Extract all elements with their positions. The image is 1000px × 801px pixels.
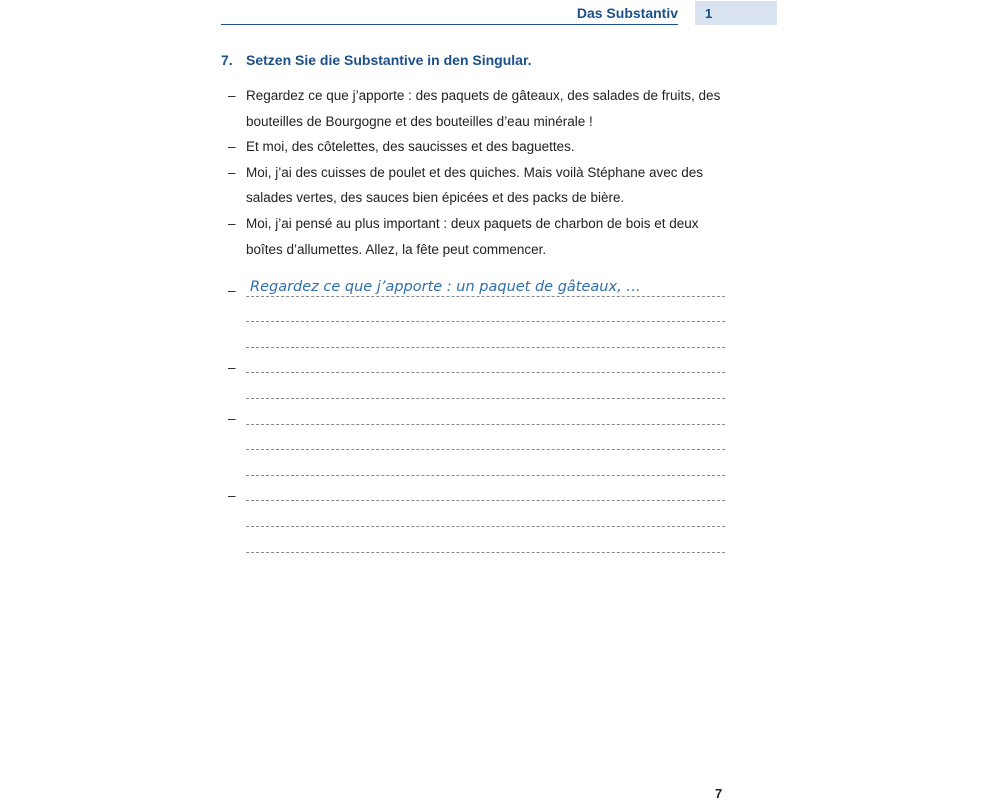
answer-rule bbox=[246, 526, 725, 527]
dialogue-line: boîtes d’allumettes. Allez, la fête peut commencer. bbox=[246, 241, 547, 257]
answer-line[interactable] bbox=[228, 381, 725, 407]
handwritten-example: Regardez ce que j’apporte : un paquet de gâteaux, … bbox=[250, 279, 641, 295]
answer-dash: – bbox=[228, 410, 236, 426]
exercise-number: 7. bbox=[221, 52, 233, 68]
dialogue-line: – Regardez ce que j’apporte : des paquets de gâteaux, des salades de fruits, des bbox=[228, 83, 748, 109]
answer-rule bbox=[246, 347, 725, 348]
chapter-number: 1 bbox=[705, 6, 713, 21]
answer-line[interactable] bbox=[228, 407, 725, 433]
answer-rule bbox=[246, 552, 725, 553]
answer-rule bbox=[246, 449, 725, 450]
answer-rule bbox=[246, 475, 725, 476]
answer-dash: – bbox=[228, 359, 236, 375]
answer-line[interactable] bbox=[228, 509, 725, 535]
answer-rule bbox=[246, 372, 725, 373]
answer-line[interactable] bbox=[228, 330, 725, 356]
answer-rule bbox=[246, 321, 725, 322]
dialogue-line: bouteilles de Bourgogne et des bouteilles d’eau minérale ! bbox=[246, 113, 593, 129]
dialogue-dash: – bbox=[228, 215, 236, 231]
chapter-number-box bbox=[695, 1, 777, 25]
dialogue-line: – Moi, j’ai pensé au plus important : deux paquets de charbon de bois et deux bbox=[228, 211, 748, 237]
answer-rule bbox=[246, 398, 725, 399]
answer-area bbox=[228, 279, 725, 561]
answer-line[interactable] bbox=[228, 484, 725, 510]
exercise-instruction: Setzen Sie die Substantive in den Singular. bbox=[246, 52, 532, 68]
answer-line[interactable] bbox=[228, 279, 725, 305]
page-header bbox=[221, 0, 777, 26]
page-number: 7 bbox=[715, 786, 723, 801]
answer-dash: – bbox=[228, 283, 236, 298]
chapter-title: Das Substantiv bbox=[576, 5, 678, 21]
answer-line[interactable] bbox=[228, 305, 725, 331]
answer-line[interactable] bbox=[228, 535, 725, 561]
dialogue-line: salades vertes, des sauces bien épicées et des packs de bière. bbox=[246, 190, 625, 206]
dialogue-dash: – bbox=[228, 139, 236, 155]
dialogue-line: – Et moi, des côtelettes, des saucisses et des baguettes. bbox=[228, 134, 748, 160]
dialogue-dash: – bbox=[228, 164, 236, 180]
answer-line[interactable] bbox=[228, 458, 725, 484]
answer-dash: – bbox=[228, 487, 236, 503]
exercise-heading bbox=[221, 52, 532, 68]
dialogue-dash: – bbox=[228, 88, 236, 103]
answer-line[interactable] bbox=[228, 356, 725, 382]
answer-rule bbox=[246, 424, 725, 425]
header-rule bbox=[221, 24, 678, 25]
dialogue-text bbox=[228, 83, 748, 262]
answer-rule bbox=[246, 500, 725, 501]
dialogue-line: – Moi, j’ai des cuisses de poulet et des quiches. Mais voilà Stéphane avec des bbox=[228, 160, 748, 186]
answer-rule bbox=[246, 296, 725, 297]
answer-line[interactable] bbox=[228, 433, 725, 459]
